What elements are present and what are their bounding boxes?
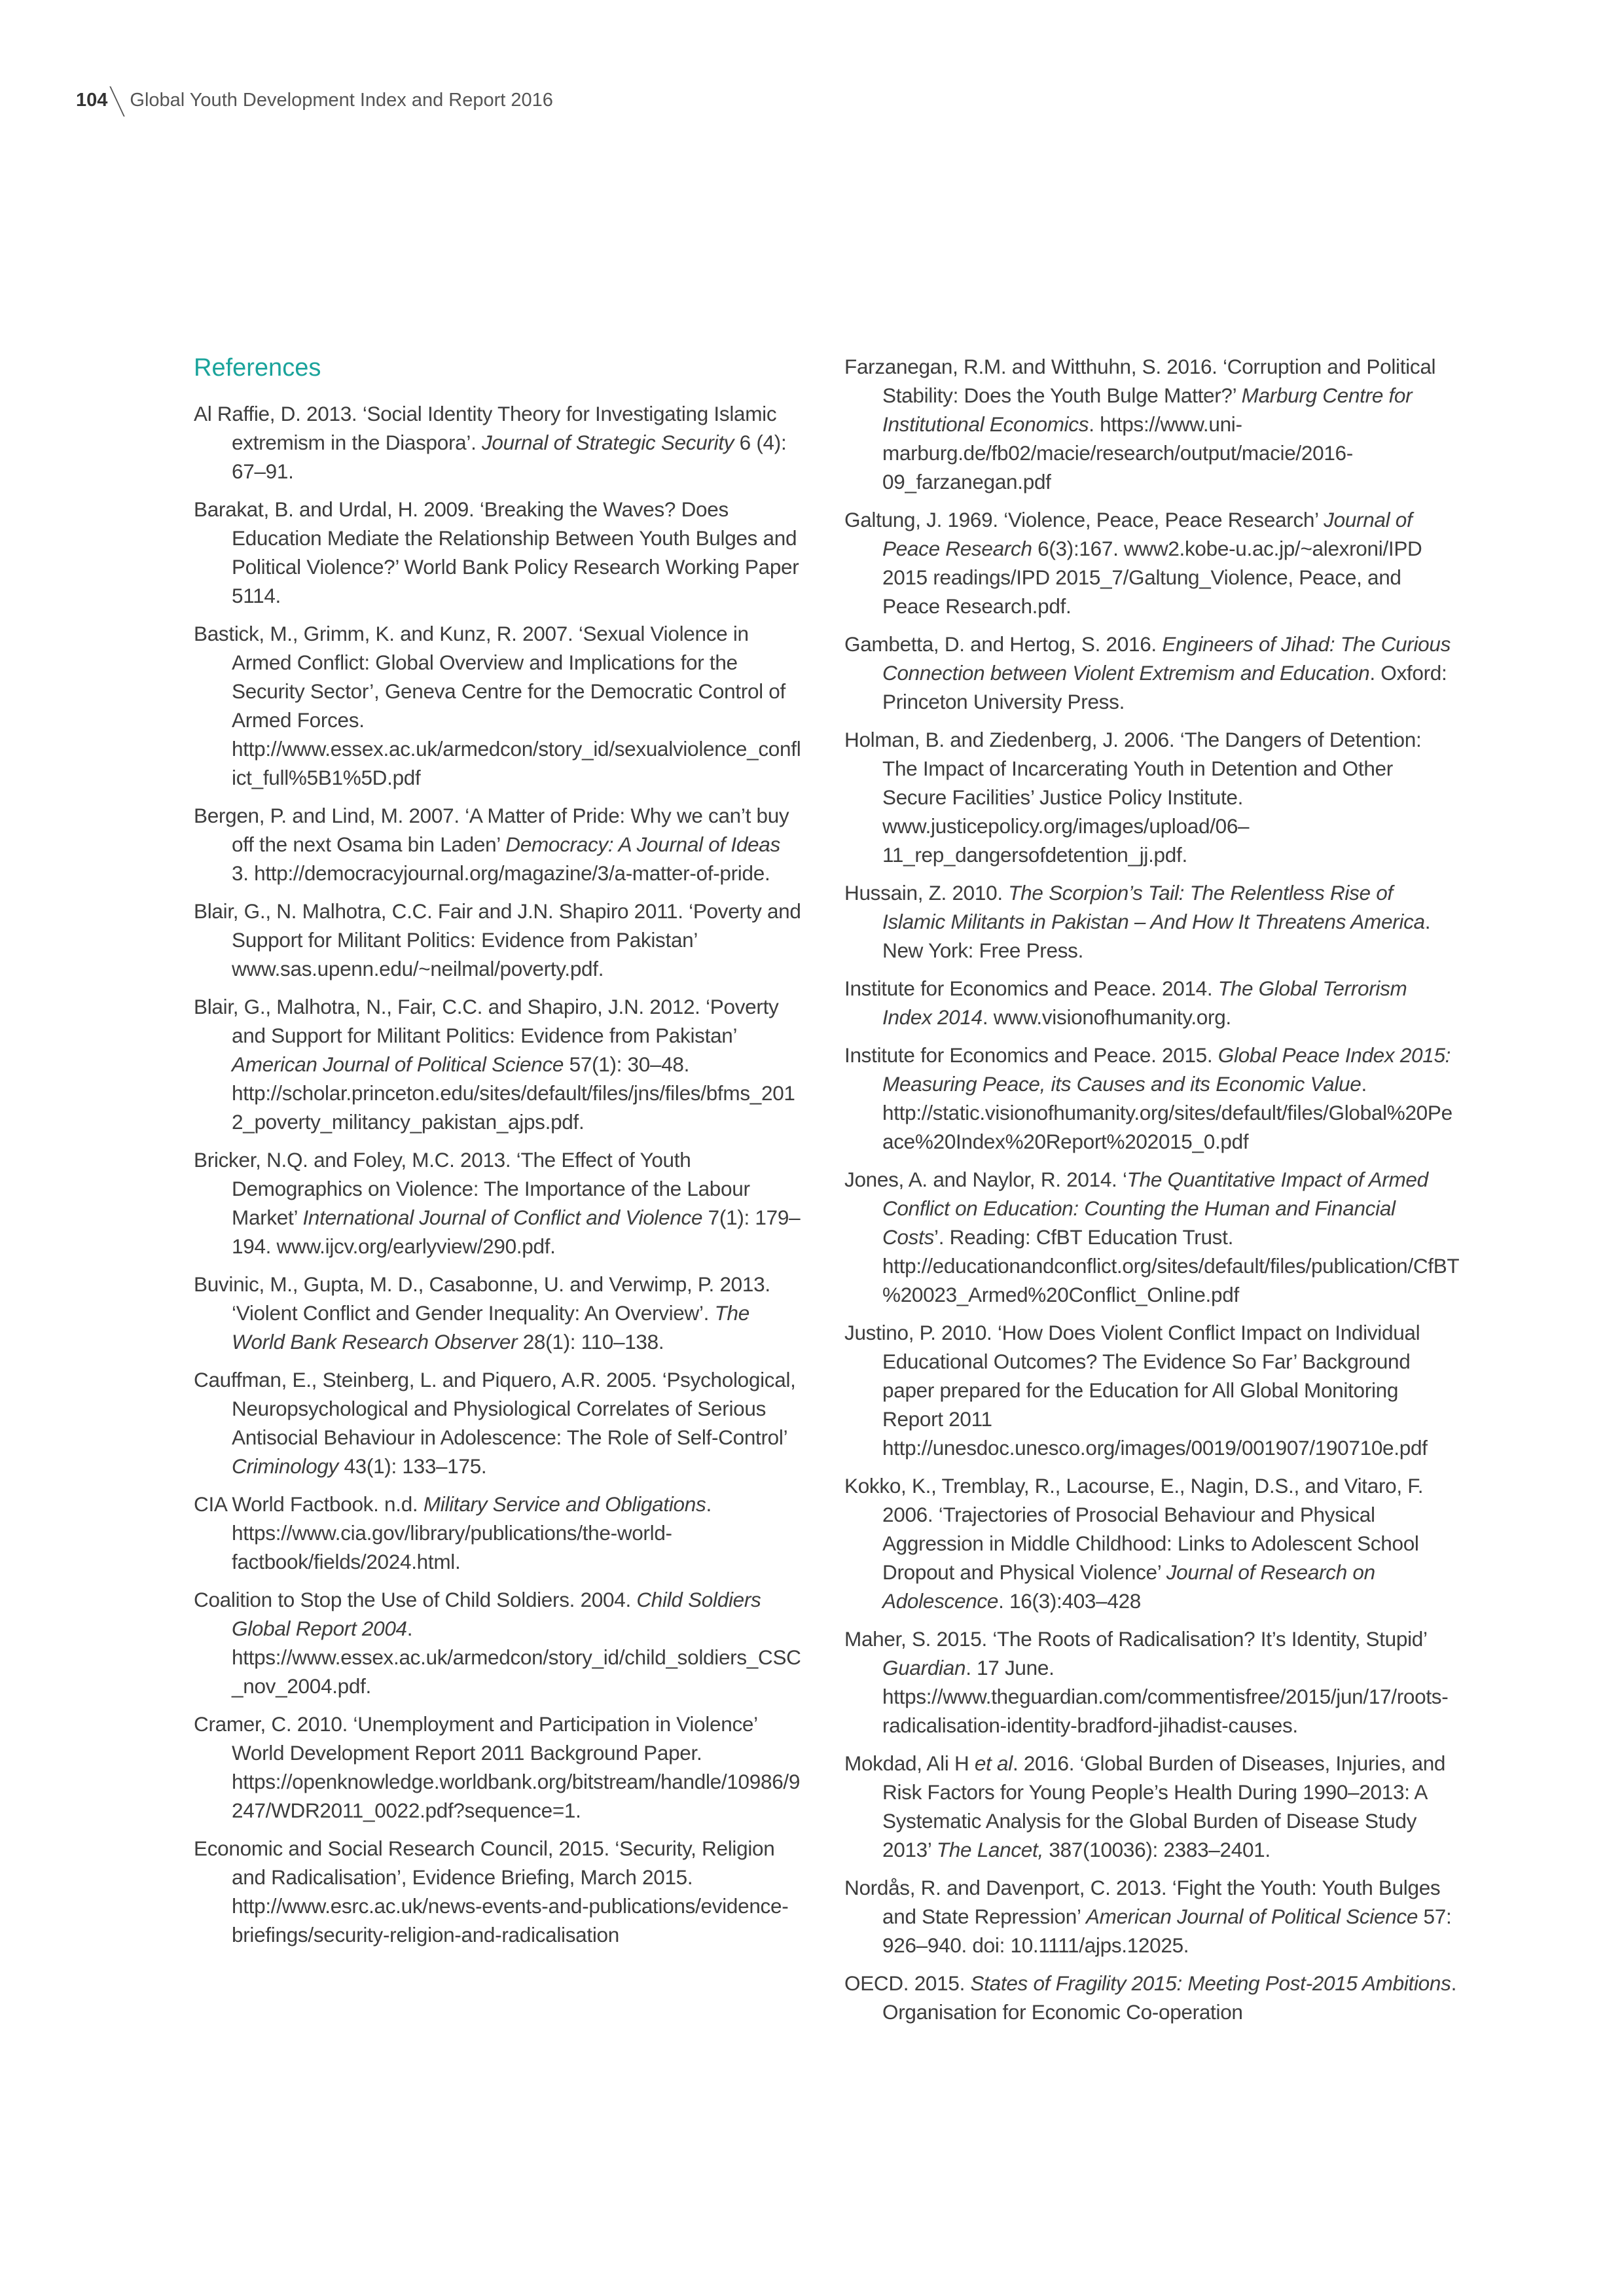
reference-entry: Al Raffie, D. 2013. ‘Social Identity Theory for Investigating Islamic extremism in the Diaspora’. Journal of Strategic Security 6 (4): 67–91. bbox=[194, 402, 787, 483]
reference-entry: Farzanegan, R.M. and Witthuhn, S. 2016. ‘Corruption and Political Stability: Does the Youth Bulge Matter?’ Marburg Centre for Institutional Economics. https://www.uni-marburg.de/fb02/macie/research/output/macie/2016-09_farzanegan.pdf bbox=[844, 355, 1436, 493]
reference-entry: Maher, S. 2015. ‘The Roots of Radicalisation? It’s Identity, Stupid’ Guardian. 17 June. https://www.theguardian.com/commentisfree/2015/jun/17/roots-radicalisation-identity-bradford-jihadist-causes. bbox=[844, 1627, 1449, 1737]
reference-entry: Holman, B. and Ziedenberg, J. 2006. ‘The Dangers of Detention: The Impact of Incarcerating Youth in Detention and Other Secure Facilities’ Justice Policy Institute. www.justicepolicy.org/images/upload/06–11_rep_dangersofdetention_jj.pdf. bbox=[844, 728, 1422, 867]
reference-entry: Cramer, C. 2010. ‘Unemployment and Participation in Violence’ World Development Report 2011 Background Paper. https://openknowledge.worldbank.org/bitstream/handle/10986/9247/WDR2011_0022.pdf?sequence=1. bbox=[194, 1712, 801, 1822]
page-header bbox=[76, 84, 553, 117]
reference-entry: Hussain, Z. 2010. The Scorpion’s Tail: The Relentless Rise of Islamic Militants in Pakistan – And How It Threatens America. New York: Free Press. bbox=[844, 881, 1431, 962]
reference-entry: Institute for Economics and Peace. 2014. The Global Terrorism Index 2014. www.visionofhumanity.org. bbox=[844, 977, 1407, 1029]
reference-list-right bbox=[844, 352, 1460, 2026]
reference-entry: Blair, G., Malhotra, N., Fair, C.C. and Shapiro, J.N. 2012. ‘Poverty and Support for Militant Politics: Evidence from Pakistan’ American Journal of Political Science 57(1): 30–48. http://scholar.princeton.edu/sites/default/files/jns/files/bfms_2012_poverty_militancy_pakistan_ajps.pdf. bbox=[194, 995, 795, 1134]
section-title: References bbox=[194, 354, 321, 382]
reference-entry: Galtung, J. 1969. ‘Violence, Peace, Peace Research’ Journal of Peace Research 6(3):167. www2.kobe-u.ac.jp/~alexroni/IPD 2015 readings/IPD 2015_7/Galtung_Violence, Peace, and Peace Research.pdf. bbox=[844, 508, 1422, 618]
reference-entry: Justino, P. 2010. ‘How Does Violent Conflict Impact on Individual Educational Outcomes? The Evidence So Far’ Background paper prepared for the Education for All Global Monitoring Report 2011 http://unesdoc.unesco.org/images/0019/001907/190710e.pdf bbox=[844, 1321, 1428, 1460]
reference-entry: Gambetta, D. and Hertog, S. 2016. Engineers of Jihad: The Curious Connection between Violent Extremism and Education. Oxford: Princeton University Press. bbox=[844, 632, 1451, 713]
header-divider bbox=[110, 86, 125, 117]
reference-entry: Economic and Social Research Council, 2015. ‘Security, Religion and Radicalisation’, Evidence Briefing, March 2015. http://www.esrc.ac.uk/news-events-and-publications/evidence-briefings/security-religion-and-radicalisation bbox=[194, 1837, 789, 1946]
reference-entry: Buvinic, M., Gupta, M. D., Casabonne, U. and Verwimp, P. 2013. ‘Violent Conflict and Gender Inequality: An Overview’. The World Bank Research Observer 28(1): 110–138. bbox=[194, 1272, 770, 1354]
reference-entry: Barakat, B. and Urdal, H. 2009. ‘Breaking the Waves? Does Education Mediate the Relationship Between Youth Bulges and Political Violence?’ World Bank Policy Research Working Paper 5114. bbox=[194, 497, 799, 607]
reference-entry: OECD. 2015. States of Fragility 2015: Meeting Post-2015 Ambitions. Organisation for Economic Co-operation bbox=[844, 1971, 1457, 2024]
reference-entry: Institute for Economics and Peace. 2015. Global Peace Index 2015: Measuring Peace, its Causes and its Economic Value. http://static.visionofhumanity.org/sites/default/files/Global%20Peace%20Index%20Report%202015_0.pdf bbox=[844, 1043, 1453, 1153]
references-column-left bbox=[194, 353, 803, 1958]
reference-list-left bbox=[194, 399, 803, 1949]
reference-entry: Kokko, K., Tremblay, R., Lacourse, E., Nagin, D.S., and Vitaro, F. 2006. ‘Trajectories of Prosocial Behaviour and Physical Aggression in Middle Childhood: Links to Adolescent School Dropout and Physical Violence’ Journal of Research on Adolescence. 16(3):403–428 bbox=[844, 1474, 1424, 1613]
reference-entry: Coalition to Stop the Use of Child Soldiers. 2004. Child Soldiers Global Report 2004. https://www.essex.ac.uk/armedcon/story_id/child_soldiers_CSC_nov_2004.pdf. bbox=[194, 1588, 801, 1698]
reference-entry: Bastick, M., Grimm, K. and Kunz, R. 2007. ‘Sexual Violence in Armed Conflict: Global Overview and Implications for the Security Sector’, Geneva Centre for the Democratic Control of Armed Forces. http://www.essex.ac.uk/armedcon/story_id/sexualviolence_conflict_full%5B1%5D.pdf bbox=[194, 622, 801, 789]
reference-entry: Mokdad, Ali H et al. 2016. ‘Global Burden of Diseases, Injuries, and Risk Factors for Young People’s Health During 1990–2013: A Systematic Analysis for the Global Burden of Disease Study 2013’ The Lancet, 387(10036): 2383–2401. bbox=[844, 1751, 1446, 1861]
reference-entry: Bricker, N.Q. and Foley, M.C. 2013. ‘The Effect of Youth Demographics on Violence: The Importance of the Labour Market’ International Journal of Conflict and Violence 7(1): 179–194. www.ijcv.org/earlyview/290.pdf. bbox=[194, 1148, 801, 1258]
references-column-right bbox=[844, 352, 1460, 2036]
reference-entry: Jones, A. and Naylor, R. 2014. ‘The Quantitative Impact of Armed Conflict on Education: Counting the Human and Financial Costs’. Reading: CfBT Education Trust. http://educationandconflict.org/sites/default/files/publication/CfBT%20023_Armed%20Conflict_Online.pdf bbox=[844, 1168, 1460, 1306]
reference-entry: Blair, G., N. Malhotra, C.C. Fair and J.N. Shapiro 2011. ‘Poverty and Support for Militant Politics: Evidence from Pakistan’ www.sas.upenn.edu/~neilmal/poverty.pdf. bbox=[194, 899, 801, 980]
reference-entry: Cauffman, E., Steinberg, L. and Piquero, A.R. 2005. ‘Psychological, Neuropsychological and Physiological Correlates of Serious Antisocial Behaviour in Adolescence: The Role of Self-Control’ Criminology 43(1): 133–175. bbox=[194, 1368, 796, 1478]
running-title: Global Youth Development Index and Report 2016 bbox=[130, 89, 553, 111]
reference-entry: CIA World Factbook. n.d. Military Service and Obligations. https://www.cia.gov/library/publications/the-world-factbook/fields/2024.html. bbox=[194, 1492, 712, 1573]
reference-entry: Bergen, P. and Lind, M. 2007. ‘A Matter of Pride: Why we can’t buy off the next Osama bin Laden’ Democracy: A Journal of Ideas 3. http://democracyjournal.org/magazine/3/a-matter-of-pride. bbox=[194, 804, 789, 885]
reference-entry: Nordås, R. and Davenport, C. 2013. ‘Fight the Youth: Youth Bulges and State Repression’ American Journal of Political Science 57: 926–940. doi: 10.1111/ajps.12025. bbox=[844, 1876, 1452, 1957]
page-number: 104 bbox=[76, 89, 108, 111]
